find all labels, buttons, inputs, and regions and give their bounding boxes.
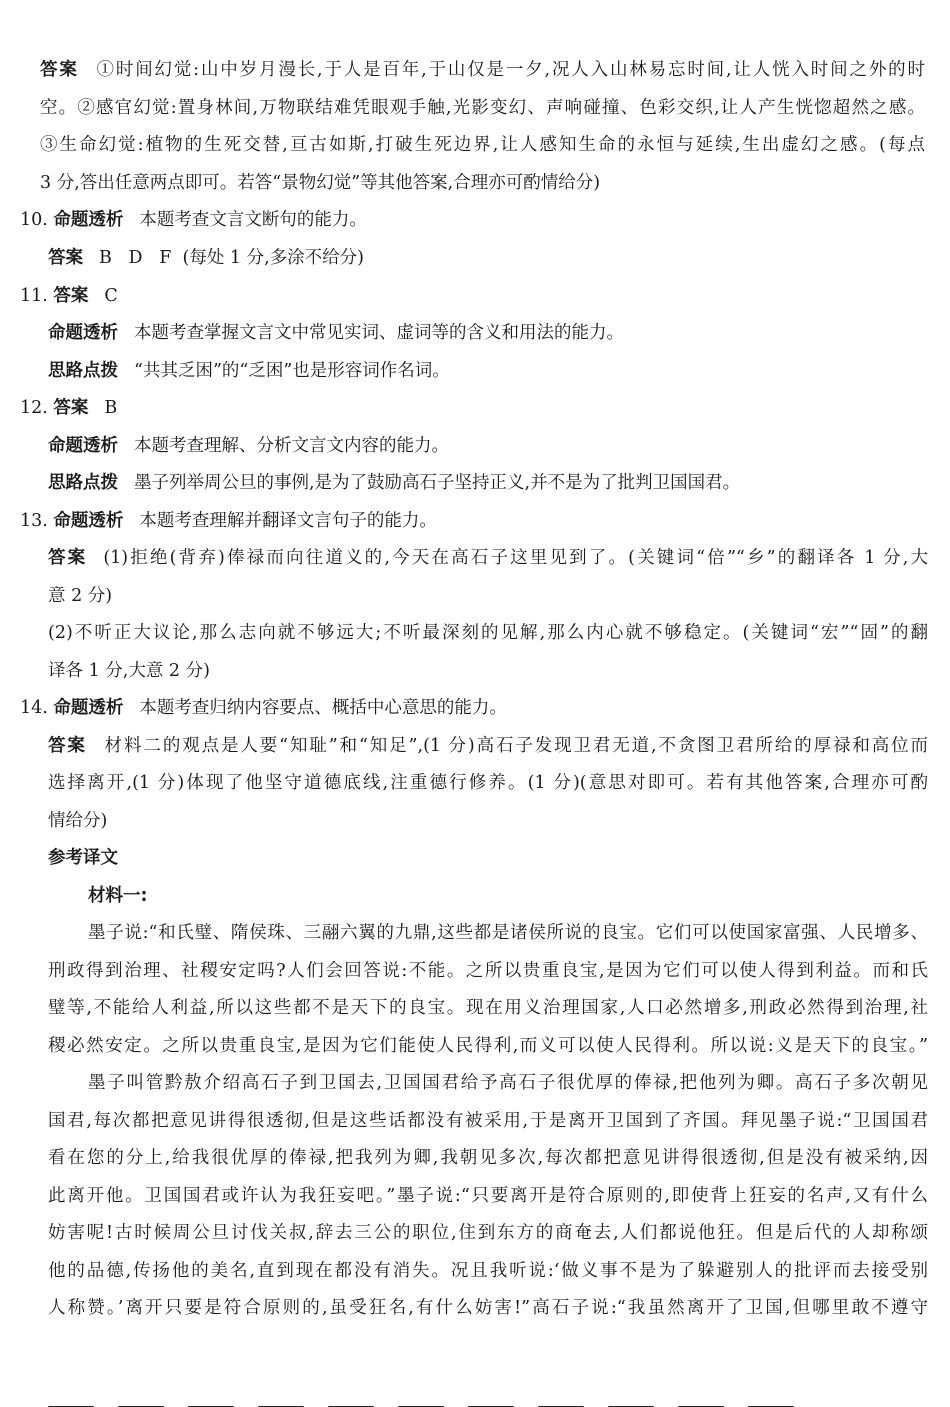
q11-header bbox=[20, 284, 118, 310]
translation-p2-line-7: 人称赞。’离开只要是符合原则的,虽受狂名,有什么妨害!”高石子说:“我虽然离开了卫国,但哪里敢不遵守 bbox=[48, 1298, 928, 1318]
q9-line-2: 空。②感官幻觉:置身林间,万物联结难凭眼观手触,光影变幻、声响碰撞、色彩交织,让人产生恍惚超然之感。 bbox=[40, 98, 925, 118]
answer-text-1: 材料二的观点是人要“知耻”和“知足”,(1 分)高石子发现卫君无道,不贪图卫君所给的厚禄和高位而 bbox=[102, 736, 929, 756]
translation-p2-line-3: 看在您的分上,给我很优厚的俸禄,把我列为卿,我朝见多次,每次都把意见讲得很透彻,但是没有被采纳,因 bbox=[48, 1148, 928, 1168]
q9-line-4: 3 分,答出任意两点即可。若答“景物幻觉”等其他答案,合理亦可酌情给分) bbox=[40, 173, 601, 193]
q9-line-1 bbox=[40, 58, 925, 84]
q13-answer-4: 译各 1 分,大意 2 分) bbox=[48, 661, 210, 681]
answer-text: B bbox=[104, 398, 118, 418]
analysis-text: 本题考查文言文断句的能力。 bbox=[139, 210, 367, 230]
translation-p1-line-2: 刑政得到治理、社稷安定吗?人们会回答说:不能。之所以贵重良宝,是因为它们可以使人得到利益。而和氏 bbox=[48, 961, 928, 981]
q12-header bbox=[20, 396, 117, 422]
answer-text: C bbox=[104, 286, 118, 306]
question-number: 10. bbox=[20, 210, 48, 230]
answer-label: 答案 bbox=[53, 398, 89, 418]
question-number: 12. bbox=[20, 398, 48, 418]
q9-answer-text-1: ①时间幻觉:山中岁月漫长,于人是百年,于山仅是一夕,况人入山林易忘时间,让人恍入时间之外的时 bbox=[94, 60, 925, 80]
answer-label: 答案 bbox=[48, 548, 88, 568]
q13-header bbox=[20, 509, 437, 535]
q10-answer bbox=[48, 246, 364, 272]
q10-header bbox=[20, 208, 367, 234]
material-one-heading: 材料一: bbox=[88, 886, 148, 906]
translation-p2-line-6: 他的品德,传扬他的美名,直到现在都没有消失。况且我听说:‘做义事不是为了躲避别人的批评而去接受别 bbox=[48, 1261, 928, 1281]
answer-label: 答案 bbox=[53, 286, 89, 306]
analysis-text: 本题考查掌握文言文中常见实词、虚词等的含义和用法的能力。 bbox=[134, 323, 624, 343]
answer-text: B D F (每处 1 分,多涂不给分) bbox=[99, 248, 365, 268]
q11-analysis bbox=[48, 321, 624, 347]
translation-p2-line-5: 妨害呢!古时候周公旦讨伐关叔,辞去三公的职位,住到东方的商奄去,人们都说他狂。但是后代的人却称颂 bbox=[48, 1223, 928, 1243]
analysis-text: 本题考查理解、分析文言文内容的能力。 bbox=[134, 436, 449, 456]
analysis-text: 本题考查归纳内容要点、概括中心意思的能力。 bbox=[139, 698, 507, 718]
answer-label: 答案 bbox=[48, 736, 87, 756]
translation-p2-line-2: 国君,每次都把意见讲得很透彻,但是这些话都没有被采用,于是离开卫国到了齐国。拜见墨子说:“卫国国君 bbox=[48, 1111, 928, 1131]
q14-answer-1 bbox=[48, 734, 928, 760]
hint-text: 墨子列举周公旦的事例,是为了鼓励高石子坚持正义,并不是为了批判卫国国君。 bbox=[134, 473, 741, 493]
translation-p1-line-4: 稷必然安定。之所以贵重良宝,是因为它们能使人民得利,而义可以使人民得利。所以说:义是天下的良宝。” bbox=[48, 1036, 928, 1056]
cropped-next-line bbox=[48, 1394, 928, 1407]
q14-answer-3: 情给分) bbox=[48, 811, 108, 831]
question-number: 11. bbox=[20, 286, 48, 306]
analysis-label: 命题透析 bbox=[53, 698, 124, 718]
question-number: 13. bbox=[20, 511, 48, 531]
q13-answer-2: 意 2 分) bbox=[48, 586, 113, 606]
translation-p1-line-3: 璧等,不能给人利益,所以这些都不是天下的良宝。现在用义治理国家,人口必然增多,刑政必然得到治理,社 bbox=[48, 998, 928, 1018]
hint-label: 思路点拨 bbox=[48, 473, 118, 493]
answer-label: 答案 bbox=[48, 248, 83, 268]
q11-hint bbox=[48, 359, 450, 385]
hint-text: “共其乏困”的“乏困”也是形容词作名词。 bbox=[134, 361, 450, 381]
analysis-text: 本题考查理解并翻译文言句子的能力。 bbox=[139, 511, 437, 531]
q12-analysis bbox=[48, 434, 449, 460]
q14-header bbox=[20, 696, 507, 722]
q14-answer-2: 选择离开,(1 分)体现了他坚守道德底线,注重德行修养。(1 分)(意思对即可。若有其他答案,合理亦可酌 bbox=[48, 773, 928, 793]
analysis-label: 命题透析 bbox=[53, 511, 124, 531]
q13-answer-3: (2)不听正大议论,那么志向就不够远大;不听最深刻的见解,那么内心就不够稳定。(关键词“宏”“固”的翻 bbox=[48, 623, 928, 643]
translation-p2-line-4: 此离开他。卫国国君或许认为我狂妄吧。”墨子说:“只要离开是符合原则的,即使背上狂妄的名声,又有什么 bbox=[48, 1186, 928, 1206]
hint-label: 思路点拨 bbox=[48, 361, 118, 381]
analysis-label: 命题透析 bbox=[53, 210, 124, 230]
answer-text-1: (1)拒绝(背弃)俸禄而向往道义的,今天在高石子这里见到了。(关键词“倍”“乡”的翻译各 1 分,大 bbox=[103, 548, 928, 568]
question-number: 14. bbox=[20, 698, 48, 718]
q9-line-3: ③生命幻觉:植物的生死交替,亘古如斯,打破生死边界,让人感知生命的永恒与延续,生出虚幻之感。(每点 bbox=[40, 135, 925, 155]
analysis-label: 命题透析 bbox=[48, 323, 118, 343]
q12-hint bbox=[48, 471, 740, 497]
answer-label: 答案 bbox=[40, 60, 79, 80]
translation-p1-line-1: 墨子说:“和氏璧、隋侯珠、三翮六翼的九鼎,这些都是诸侯所说的良宝。它们可以使国家富强、人民增多、 bbox=[88, 923, 928, 943]
analysis-label: 命题透析 bbox=[48, 436, 118, 456]
q13-answer-1 bbox=[48, 546, 928, 572]
translation-p2-line-1: 墨子叫管黔敖介绍高石子到卫国去,卫国国君给予高石子很优厚的俸禄,把他列为卿。高石子多次朝见 bbox=[88, 1073, 928, 1093]
translation-heading: 参考译文 bbox=[48, 848, 118, 868]
